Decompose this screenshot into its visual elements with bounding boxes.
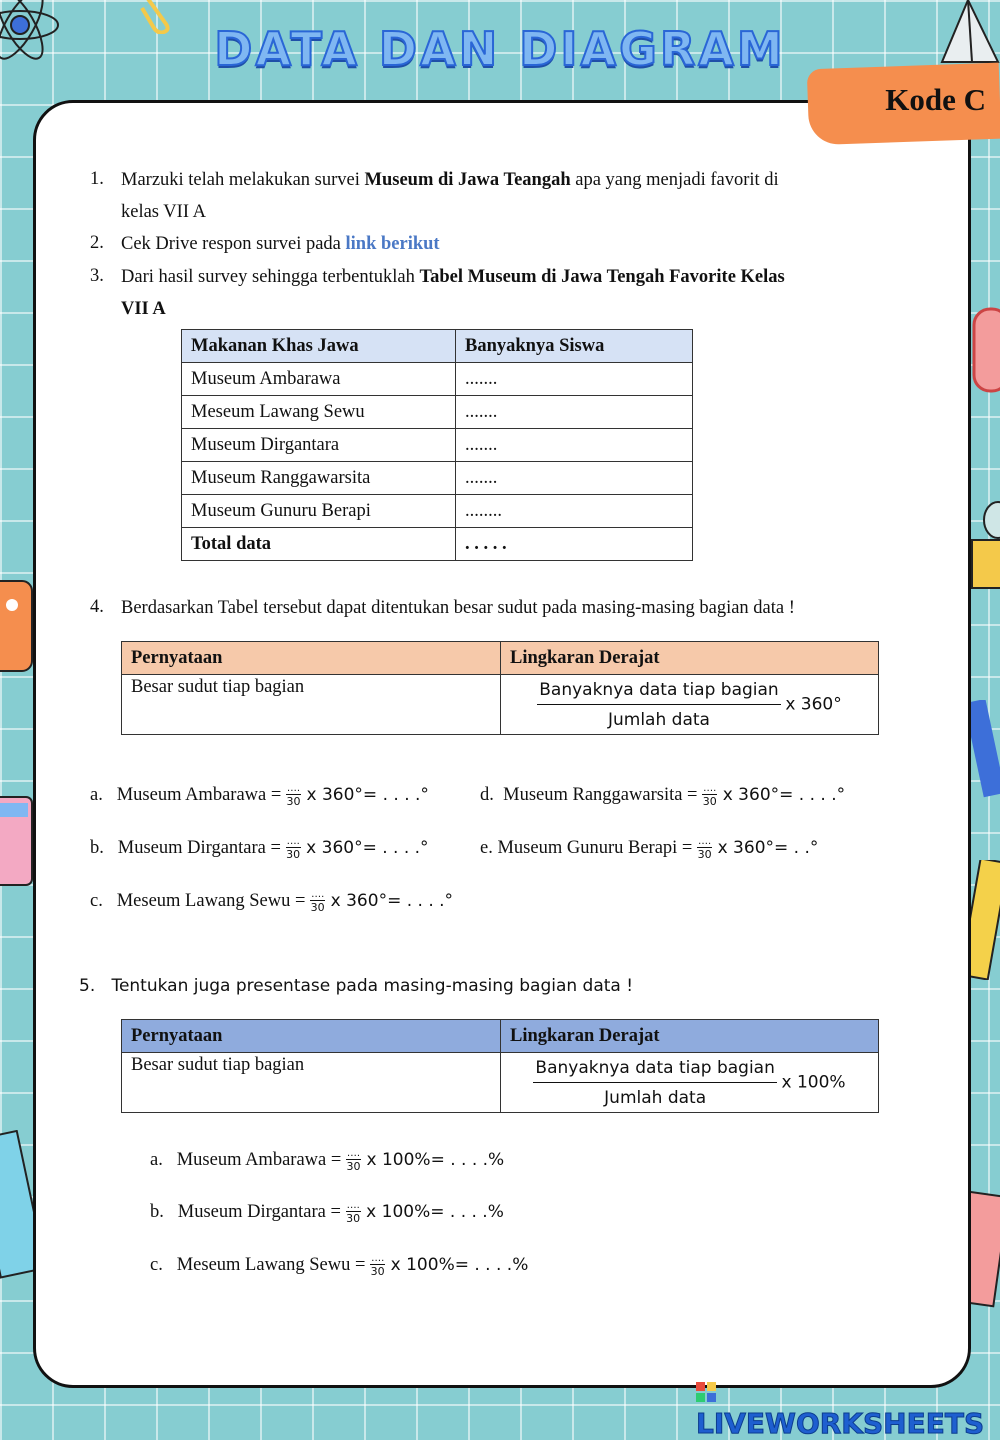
item-number: 3.: [90, 266, 104, 286]
item-4-text: Berdasarkan Tabel tersebut dapat ditentukan besar sudut pada masing-masing bagian data !: [121, 598, 795, 618]
percent-line-c: c. Meseum Lawang Sewu = $\frac{\dots.}{30}$ x 100%= . . . .%: [150, 1253, 529, 1278]
kode-label: Kode C: [885, 82, 986, 117]
percent-formula-table: [121, 1019, 879, 1113]
liveworksheets-mark-icon: [696, 1382, 716, 1402]
total-label: Total data: [182, 528, 456, 561]
table-header: Banyaknya Siswa: [456, 330, 693, 363]
answer-cell[interactable]: .......: [456, 396, 693, 429]
calculator-icon: [0, 795, 35, 890]
item-2-text: Cek Drive respon survei pada link berikut: [121, 234, 440, 254]
formula-fraction: Banyaknya data tiap bagian Jumlah data: [539, 679, 779, 730]
percent-line-b: b. Museum Dirgantara = $\frac{\dots.}{30}$ x 100%= . . . .%: [150, 1200, 504, 1225]
table-cell: Museum Dirgantara: [182, 429, 456, 462]
answer-cell[interactable]: ........: [456, 495, 693, 528]
bag-icon: [0, 575, 35, 675]
calc-line-b: b. Museum Dirgantara = $\frac{\dots.}{30}$ x 360°= . . . .°: [90, 836, 429, 861]
table-row: [182, 429, 693, 462]
item-number: 2.: [90, 233, 104, 253]
item-3-text: Dari hasil survey sehingga terbentuklah Tabel Museum di Jawa Tengah Favorite Kelas: [121, 267, 785, 287]
table-header: Lingkaran Derajat: [501, 642, 879, 675]
calc-line-d: d. Museum Ranggawarsita = $\frac{\dots.}{30}$ x 360°= . . . .°: [480, 783, 846, 808]
item-number: 4.: [90, 597, 104, 617]
formula-cell: Banyaknya data tiap bagian Jumlah data x 100%: [501, 1053, 879, 1113]
table-cell: Museum Gunuru Berapi: [182, 495, 456, 528]
notebook-icon: [0, 1130, 35, 1280]
table-header: Pernyataan: [122, 1020, 501, 1053]
table-cell: Besar sudut tiap bagian: [122, 675, 501, 735]
table-row: [182, 363, 693, 396]
item-1-text: Marzuki telah melakukan survei Museum di Jawa Teangah apa yang menjadi favorit di: [121, 170, 779, 190]
calc-line-e: e. Museum Gunuru Berapi = $\frac{\dots.}{30}$ x 360°= . .°: [480, 836, 819, 861]
table-header: Pernyataan: [122, 642, 501, 675]
table-row: [182, 495, 693, 528]
table-header: Makanan Khas Jawa: [182, 330, 456, 363]
table-header: Lingkaran Derajat: [501, 1020, 879, 1053]
table-cell: Museum Ambarawa: [182, 363, 456, 396]
total-answer-cell[interactable]: . . . . .: [456, 528, 693, 561]
table-cell: Museum Ranggawarsita: [182, 462, 456, 495]
cube-icon: [968, 500, 1000, 590]
item-1-line2: kelas VII A: [121, 202, 206, 222]
formula-cell: Banyaknya data tiap bagian Jumlah data x 360°: [501, 675, 879, 735]
angle-formula-table: [121, 641, 879, 735]
table-row: [182, 462, 693, 495]
page-title: DATA DAN DIAGRAM: [214, 22, 786, 76]
formula-fraction: Banyaknya data tiap bagian Jumlah data: [535, 1057, 775, 1108]
table-row: [182, 528, 693, 561]
answer-cell[interactable]: .......: [456, 462, 693, 495]
item-3-line2: VII A: [121, 299, 166, 319]
table-cell: Meseum Lawang Sewu: [182, 396, 456, 429]
table-cell: Besar sudut tiap bagian: [122, 1053, 501, 1113]
museum-table: [181, 329, 693, 561]
worksheet-card: [33, 100, 971, 1388]
survey-link[interactable]: link berikut: [345, 234, 440, 254]
answer-cell[interactable]: .......: [456, 363, 693, 396]
calc-line-a: a. Museum Ambarawa = $\frac{\dots.}{30}$ x 360°= . . . .°: [90, 783, 429, 808]
calc-line-c: c. Meseum Lawang Sewu = $\frac{\dots.}{30}$ x 360°= . . . .°: [90, 889, 454, 914]
item-5-text: 5. Tentukan juga presentase pada masing-masing bagian data !: [79, 976, 634, 996]
item-number: 1.: [90, 169, 104, 189]
liveworksheets-logo: LIVEWORKSHEETS: [696, 1374, 1000, 1440]
table-row: [182, 396, 693, 429]
answer-cell[interactable]: .......: [456, 429, 693, 462]
percent-line-a: a. Museum Ambarawa = $\frac{\dots.}{30}$ x 100%= . . . .%: [150, 1148, 505, 1173]
pretzel-icon: [968, 305, 1000, 395]
